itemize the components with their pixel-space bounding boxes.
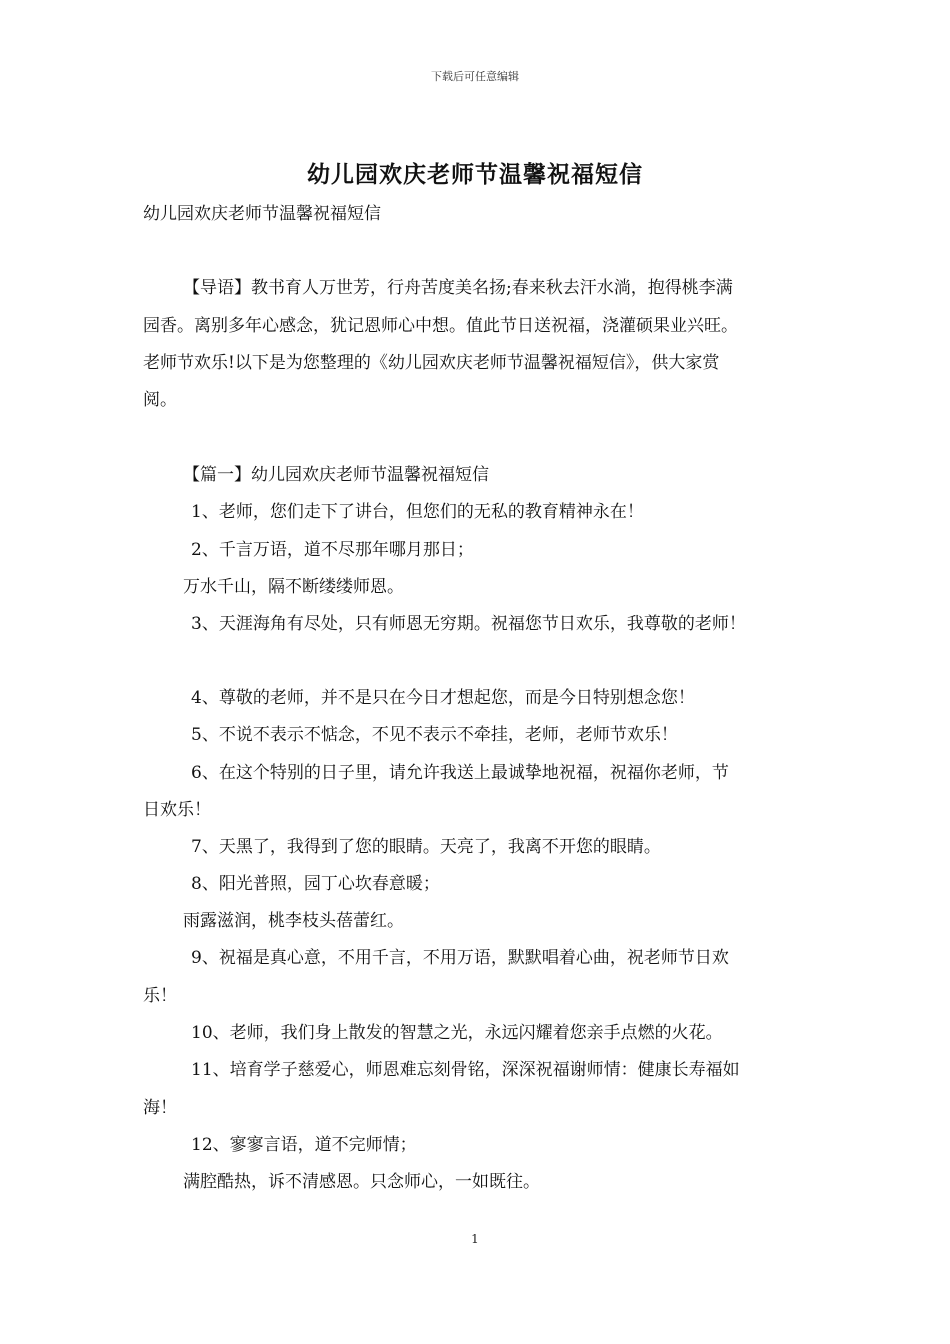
list-item-2: 2、千言万语，道不尽那年哪月那日； (191, 540, 474, 560)
list-item-8: 8、阳光普照，园丁心坎春意暖； (191, 874, 440, 894)
section-heading: 【篇一】幼儿园欢庆老师节温馨祝福短信 (183, 465, 489, 485)
list-item-9: 9、祝福是真心意，不用千言，不用万语，默默唱着心曲，祝老师节日欢 (191, 948, 729, 968)
list-item-6: 6、在这个特别的日子里，请允许我送上最诚挚地祝福，祝福你老师，节 (191, 763, 729, 783)
list-item-10: 10、老师，我们身上散发的智慧之光，永远闪耀着您亲手点燃的火花。 (191, 1023, 723, 1043)
intro-line-3: 老师节欢乐!以下是为您整理的《幼儿园欢庆老师节温馨祝福短信》，供大家赏 (143, 353, 720, 373)
list-item-9-continuation: 乐！ (143, 986, 177, 1006)
list-item-1: 1、老师，您们走下了讲台，但您们的无私的教育精神永在！ (191, 502, 644, 522)
list-item-2-continuation: 万水千山，隔不断缕缕师恩。 (183, 577, 404, 597)
list-item-12-continuation: 满腔酷热，诉不清感恩。只念师心，一如既往。 (183, 1172, 540, 1192)
list-item-11: 11、培育学子慈爱心，师恩难忘刻骨铭，深深祝福谢师情：健康长寿福如 (191, 1060, 740, 1080)
list-item-11-continuation: 海！ (143, 1098, 177, 1118)
document-title: 幼儿园欢庆老师节温馨祝福短信 (307, 161, 643, 188)
list-item-7: 7、天黑了，我得到了您的眼睛。天亮了，我离不开您的眼睛。 (191, 837, 661, 857)
page-number: 1 (471, 1232, 479, 1246)
list-item-6-continuation: 日欢乐！ (143, 800, 211, 820)
header-note: 下载后可任意编辑 (431, 70, 519, 83)
list-item-3: 3、天涯海角有尽处，只有师恩无穷期。祝福您节日欢乐，我尊敬的老师！ (191, 614, 746, 634)
list-item-12: 12、寥寥言语，道不完师情； (191, 1135, 417, 1155)
list-item-8-continuation: 雨露滋润，桃李枝头蓓蕾红。 (183, 911, 404, 931)
intro-line-4: 阅。 (143, 390, 177, 410)
list-item-4: 4、尊敬的老师，并不是只在今日才想起您，而是今日特别想念您！ (191, 688, 695, 708)
intro-line-1: 【导语】教书育人万世芳，行舟苦度美名扬;春来秋去汗水淌，抱得桃李满 (183, 278, 733, 298)
intro-line-2: 园香。离别多年心感念，犹记恩师心中想。值此节日送祝福，浇灌硕果业兴旺。 (143, 316, 738, 336)
list-item-5: 5、不说不表示不惦念，不见不表示不牵挂，老师，老师节欢乐！ (191, 725, 678, 745)
subtitle-line: 幼儿园欢庆老师节温馨祝福短信 (143, 204, 381, 224)
